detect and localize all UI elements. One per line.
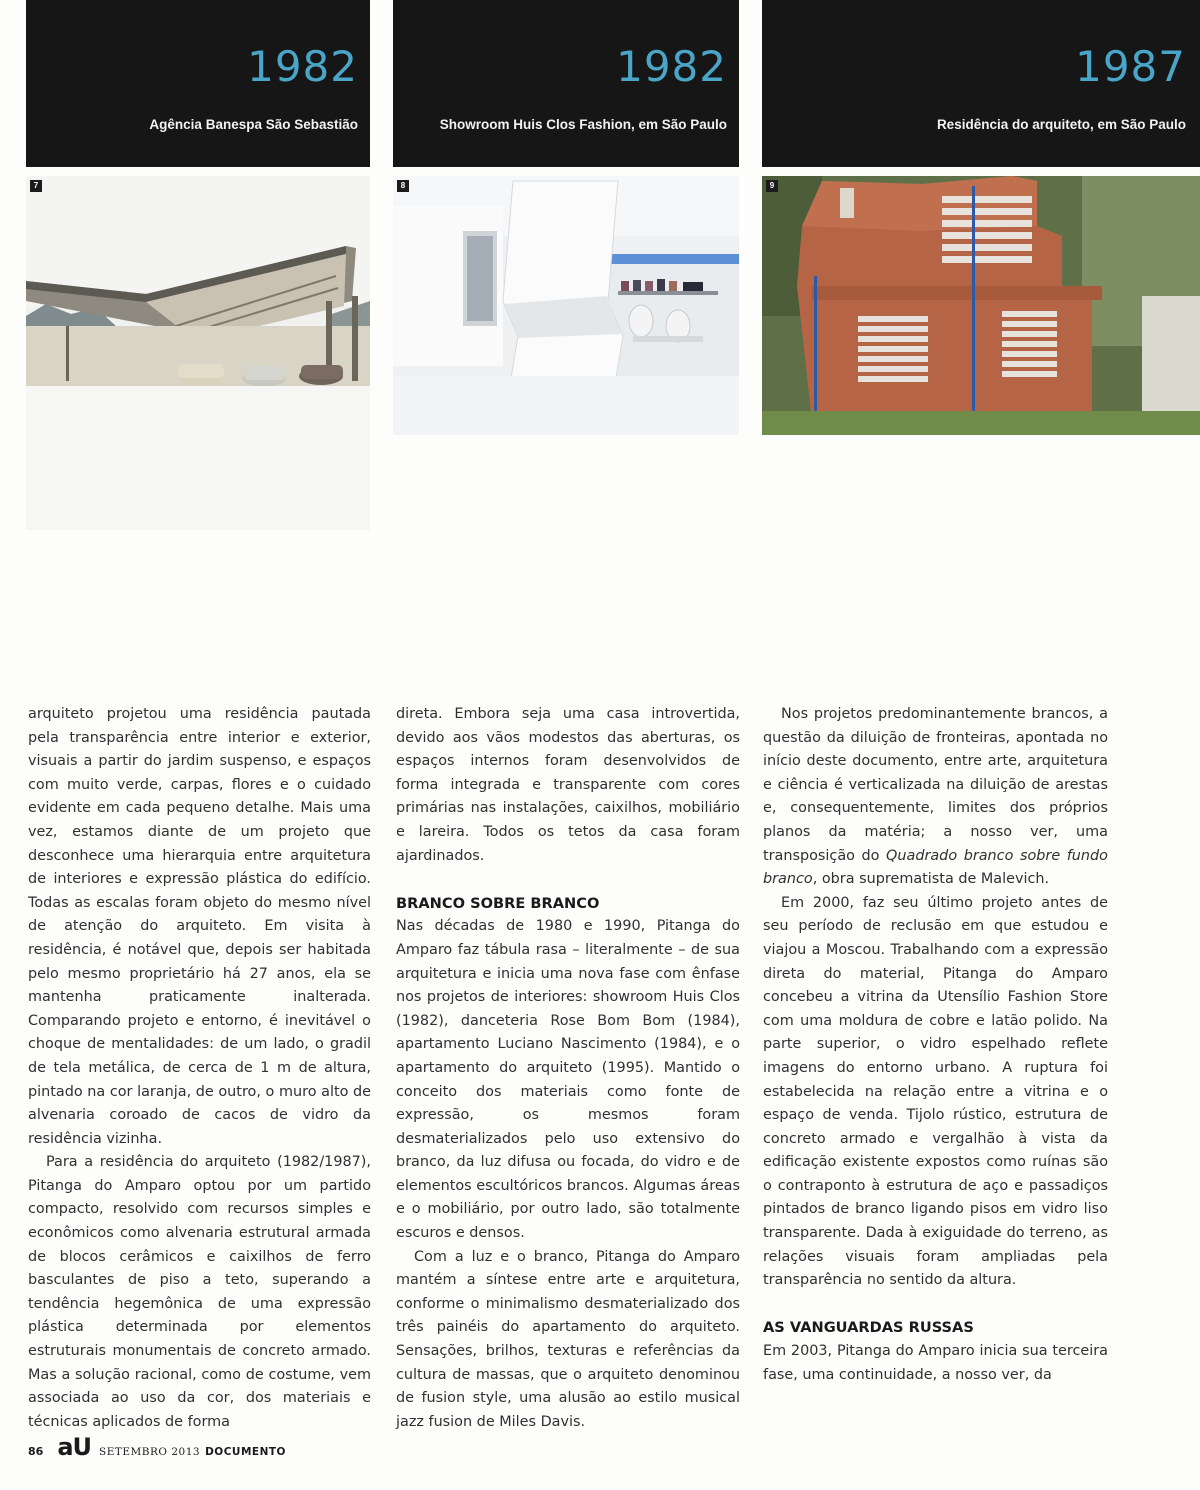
text-column-1 bbox=[28, 703, 371, 1434]
magazine-logo: aU bbox=[57, 1433, 91, 1461]
paragraph-text: , obra suprematista de Malevich. bbox=[812, 871, 1050, 888]
building-illustration bbox=[26, 176, 370, 530]
text-column-2 bbox=[396, 703, 740, 1434]
showroom-illustration bbox=[393, 176, 739, 435]
photo-residencia-arquiteto bbox=[762, 176, 1200, 435]
year-label: 1982 bbox=[616, 42, 727, 91]
figure-number: 7 bbox=[30, 180, 42, 192]
issue-date: SETEMBRO 2013 bbox=[99, 1446, 201, 1458]
page-number: 86 bbox=[28, 1445, 44, 1458]
paragraph: Nas décadas de 1980 e 1990, Pitanga do Amparo faz tábula rasa – literalmente – de sua arquitetura e inicia uma nova fase com ênfase nos projetos de interiores: showroom Huis Clos (1982), danceteria Rose Bom Bom (1984), apartamento Luciano Nascimento (1984), e o apartamento do arquiteto (1995). Mantido o conceito dos materiais como fonte de expressão, os mesmos foram desmaterializados pelo uso extensivo do branco, da luz difusa ou focada, do vidro e de elementos escultóricos brancos. Algumas áreas e o mobiliário, por outro lado, são totalmente escuros e densos. bbox=[396, 918, 740, 1242]
paragraph: arquiteto projetou uma residência pautada pela transparência entre interior e exterior, visuais a partir do jardim suspenso, e espaços com muito verde, carpas, flores e o cuidado evidente em cada pequeno detalhe. Mais uma vez, estamos diante de um projeto que desconhece uma hierarquia entre arquitetura de interiores e expressão plástica do edifício. Todas as escalas foram objeto do mesmo nível de atenção do arquiteto. Em visita à residência, é notável que, depois ser habitada pelo mesmo proprietário há 27 anos, ela se mantenha praticamente inalterada. Comparando projeto e entorno, é inevitável o choque de mentalidades: de um lado, o gradil de tela metálica, de cerca de 1 m de altura, pintado na cor laranja, de outro, o muro alto de alvenaria coroado de cacos de vidro da residência vizinha. bbox=[28, 706, 371, 1147]
section-name: DOCUMENTO bbox=[205, 1446, 286, 1458]
paragraph: Em 2000, faz seu último projeto antes de seu período de reclusão em que estudou e viajou a Moscou. Trabalhando com a expressão direta do material, Pitanga do Amparo concebeu a vitrina da Utensílio Fashion Store com uma moldura de cobre e latão polido. Na parte superior, o vidro espelhado reflete imagens do entorno urbano. A ruptura foi estabelecida na relação entre a vitrina e o espaço de venda. Tijolo rústico, estrutura de concreto armado e vergalhão à vista da edificação existente expostos como ruínas são o contraponto à estrutura de aço e passadiços pintados de branco ligando pisos em vidro liso transparente. Dada à exiguidade do terreno, as relações visuais foram ampliadas pela transparência no sentido da altura. bbox=[763, 894, 1108, 1289]
residence-illustration bbox=[762, 176, 1200, 435]
artwork-title: Quadrado branco sobre fundo branco bbox=[763, 847, 1108, 888]
spacer bbox=[396, 868, 740, 892]
section-heading: AS VANGUARDAS RUSSAS bbox=[763, 1319, 974, 1337]
page-footer bbox=[28, 1433, 286, 1461]
figure-number: 8 bbox=[397, 180, 409, 192]
figure-number: 9 bbox=[766, 180, 778, 192]
year-header-3 bbox=[762, 0, 1200, 167]
project-caption: Showroom Huis Clos Fashion, em São Paulo bbox=[439, 117, 727, 132]
project-caption: Residência do arquiteto, em São Paulo bbox=[936, 117, 1186, 132]
paragraph: direta. Embora seja uma casa introvertida, devido aos vãos modestos das aberturas, os espaços internos foram desenvolvidos de forma integrada e transparente com cores primárias nas instalações, caixilhos, mobiliário e lareira. Todos os tetos da casa foram ajardinados. bbox=[396, 706, 740, 864]
year-label: 1987 bbox=[1075, 42, 1186, 91]
photo-showroom-huis-clos bbox=[393, 176, 739, 435]
paragraph: Em 2003, Pitanga do Amparo inicia sua terceira fase, uma continuidade, a nosso ver, da bbox=[763, 1343, 1108, 1383]
photo-agencia-banespa bbox=[26, 176, 370, 530]
year-header-2 bbox=[393, 0, 739, 167]
spacer bbox=[763, 1293, 1108, 1317]
text-column-3 bbox=[763, 703, 1108, 1387]
year-label: 1982 bbox=[247, 42, 358, 91]
section-heading: BRANCO SOBRE BRANCO bbox=[396, 894, 600, 912]
paragraph: Para a residência do arquiteto (1982/1987), Pitanga do Amparo optou por um partido compacto, resolvido com recursos simples e econômicos como alvenaria estrutural armada de blocos cerâmicos e caixilhos de ferro basculantes de piso a teto, superando a tendência hegemônica de uma expressão plástica determinada por elementos estruturais monumentais de concreto armado. Mas a solução racional, como de costume, vem associada ao uso da cor, dos materiais e técnicas aplicados de forma bbox=[28, 1154, 371, 1430]
project-caption: Agência Banespa São Sebastião bbox=[149, 117, 358, 132]
paragraph-text: Nos projetos predominantemente brancos, a questão da diluição de fronteiras, apontada no início deste documento, entre arte, arquitetura e ciência é verticalizada na diluição de arestas e, consequentemente, limites dos próprios planos da matéria; a nosso ver, uma transposição do bbox=[763, 706, 1108, 864]
paragraph bbox=[763, 703, 1108, 892]
paragraph: Com a luz e o branco, Pitanga do Amparo mantém a síntese entre arte e arquitetura, conforme o minimalismo desmaterializado dos três painéis do apartamento do arquiteto. Sensações, brilhos, texturas e referências da cultura de massas, que o arquiteto denominou de fusion style, uma alusão ao estilo musical jazz fusion de Miles Davis. bbox=[396, 1248, 740, 1430]
year-header-1 bbox=[26, 0, 370, 167]
